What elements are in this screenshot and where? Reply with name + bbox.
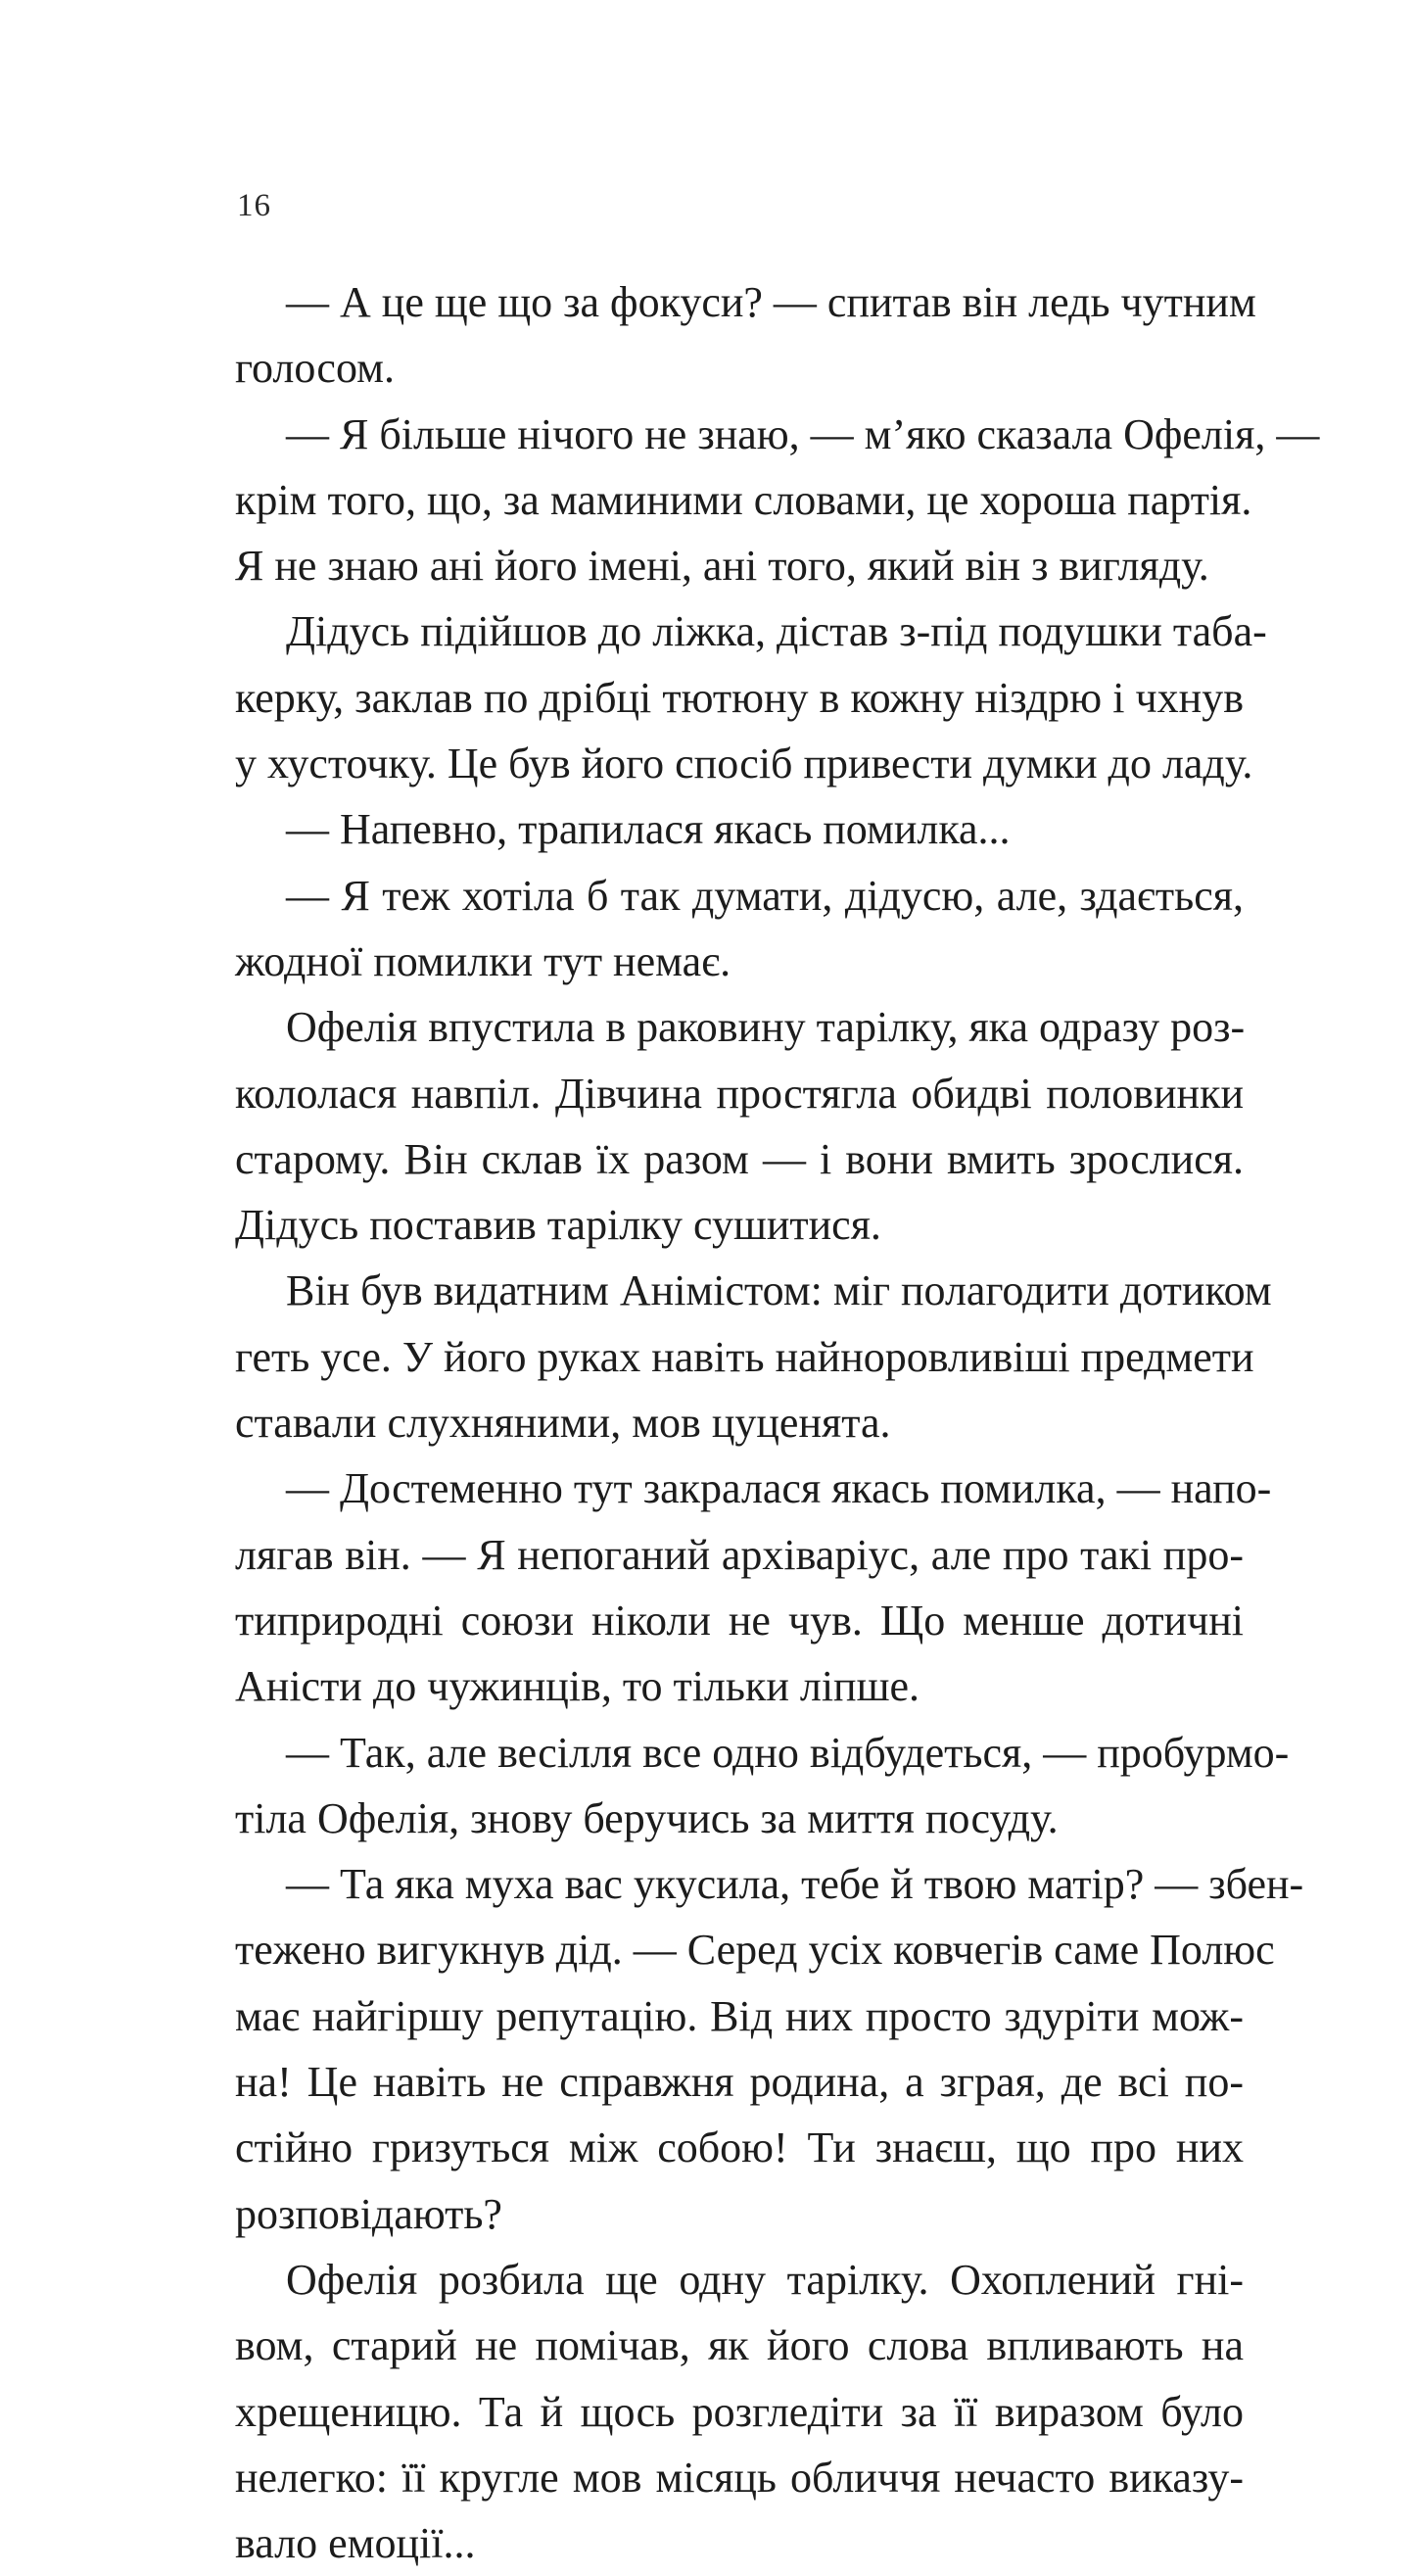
text-line: Дідусь поставив тарілку сушитися.	[235, 1201, 881, 1250]
text-line: Я не знаю ані його імені, ані того, який він з вигляду.	[235, 542, 1209, 591]
text-line: голосом.	[235, 344, 395, 393]
text-line: на! Це навіть не справжня родина, а зграя, де всі по-	[235, 2058, 1244, 2107]
text-line: тежено вигукнув дід. — Серед усіх ковчегів саме Полюс	[235, 1926, 1275, 1975]
text-line: Офелія розбила ще одну тарілку. Охоплений гні-	[286, 2255, 1244, 2304]
text-line: старому. Він склав їх разом — і вони вмить зрослися.	[235, 1134, 1244, 1183]
text-line: — А це ще що за фокуси? — спитав він ледь чутним	[286, 278, 1256, 326]
text-line: кололася навпіл. Дівчина простягла обидві половинки	[235, 1069, 1244, 1118]
text-line: вало емоції...	[235, 2519, 476, 2568]
text-line: у хусточку. Це був його спосіб привести думки до ладу.	[235, 739, 1253, 788]
text-line: керку, заклав по дрібці тютюну в кожну ніздрю і чхнув	[235, 673, 1244, 722]
text-line: Він був видатним Анімістом: міг полагодити дотиком	[286, 1266, 1272, 1315]
text-line: — Я більше нічого не знаю, — м’яко сказала Офелія, —	[286, 409, 1320, 458]
text-line: тіла Офелія, знову беручись за миття посуду.	[235, 1793, 1059, 1842]
text-line: Аністи до чужинців, то тільки ліпше.	[235, 1662, 920, 1711]
text-line: — Достеменно тут закралася якась помилка, — напо-	[286, 1464, 1272, 1513]
text-line: жодної помилки тут немає.	[235, 936, 731, 985]
page-number: 16	[237, 188, 271, 223]
text-line: має найгіршу репутацію. Від них просто здуріти мож-	[235, 1991, 1244, 2040]
text-line: стійно гризуться між собою! Ти знаєш, що про них	[235, 2123, 1244, 2172]
text-line: Дідусь підійшов до ліжка, дістав з-під подушки таба-	[286, 607, 1267, 656]
text-line: — Так, але весілля все одно відбудеться, — пробурмо-	[286, 1728, 1290, 1777]
text-line: розповідають?	[235, 2189, 502, 2238]
text-line: Офелія впустила в раковину тарілку, яка одразу роз-	[286, 1003, 1246, 1052]
text-line: ставали слухняними, мов цуценята.	[235, 1399, 891, 1448]
text-line: — Напевно, трапилася якась помилка...	[286, 805, 1011, 854]
body-text	[235, 269, 1320, 2576]
text-line: — Я теж хотіла б так думати, дідусю, але, здається,	[286, 871, 1244, 920]
text-line: — Та яка муха вас укусила, тебе й твою матір? — збен-	[286, 1860, 1304, 1909]
text-line: крім того, що, за маминими словами, це хороша партія.	[235, 475, 1252, 524]
text-line: вом, старий не помічав, як його слова впливають на	[235, 2321, 1244, 2370]
text-line: хрещеницю. Та й щось розгледіти за її виразом було	[235, 2387, 1244, 2436]
text-line: геть усе. У його руках навіть найноровливіші предмети	[235, 1332, 1254, 1381]
text-line: лягав він. — Я непоганий архіваріус, але про такі про-	[235, 1530, 1244, 1579]
text-line: типриродні союзи ніколи не чув. Що менше дотичні	[235, 1596, 1244, 1645]
text-line: нелегко: її кругле мов місяць обличчя нечасто виказу-	[235, 2453, 1244, 2502]
